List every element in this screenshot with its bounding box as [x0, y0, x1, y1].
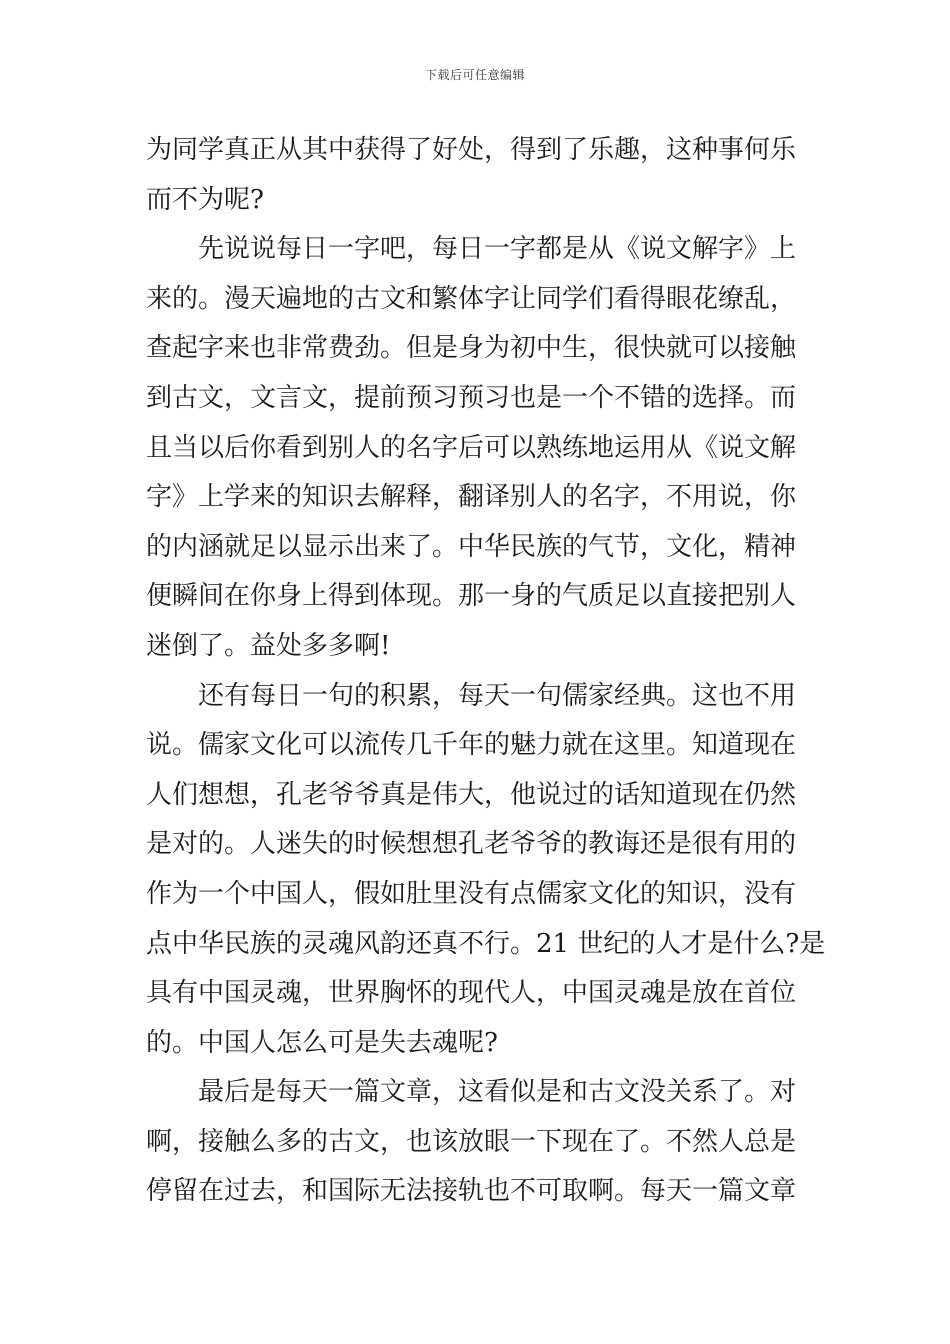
text-line: 人们想想，孔老爷爷真是伟大，他说过的话知道现在仍然	[146, 779, 797, 810]
text-line: 的内涵就足以显示出来了。中华民族的气节，文化，精神	[146, 531, 797, 562]
text-line: 到古文，文言文，提前预习预习也是一个不错的选择。而	[146, 382, 797, 413]
text-line: 迷倒了。益处多多啊!	[146, 630, 391, 661]
page-header: 下载后可任意编辑	[424, 68, 525, 82]
text-line: 的。中国人怎么可是失去魂呢?	[146, 1027, 498, 1058]
text-line: 啊，接触么多的古文，也该放眼一下现在了。不然人总是	[146, 1126, 797, 1157]
text-line: 且当以后你看到别人的名字后可以熟练地运用从《说文解	[146, 432, 797, 463]
text-line: 查起字来也非常费劲。但是身为初中生，很快就可以接触	[146, 333, 797, 364]
text-line: 字》上学来的知识去解释，翻译别人的名字，不用说，你	[146, 482, 797, 513]
text-line: 为同学真正从其中获得了好处，得到了乐趣，这种事何乐	[146, 135, 797, 165]
text-line: 最后是每天一篇文章，这看似是和古文没关系了。对	[146, 1077, 797, 1108]
text-line: 点中华民族的灵魂风韵还真不行。21 世纪的人才是什么?是	[146, 928, 826, 959]
text-line: 是对的。人迷失的时候想想孔老爷爷的教诲还是很有用的	[146, 829, 797, 860]
text-line: 便瞬间在你身上得到体现。那一身的气质足以直接把别人	[146, 581, 797, 612]
text-line: 说。儒家文化可以流传几千年的魅力就在这里。知道现在	[146, 730, 797, 761]
body-text	[146, 126, 826, 1217]
text-line: 还有每日一句的积累，每天一句儒家经典。这也不用	[146, 680, 797, 711]
text-line: 先说说每日一字吧，每日一字都是从《说文解字》上	[146, 234, 797, 265]
text-line: 而不为呢?	[146, 184, 264, 215]
text-line: 来的。漫天遍地的古文和繁体字让同学们看得眼花缭乱，	[146, 283, 797, 314]
text-line: 作为一个中国人，假如肚里没有点儒家文化的知识，没有	[146, 878, 797, 909]
text-line: 停留在过去，和国际无法接轨也不可取啊。每天一篇文章	[146, 1176, 797, 1207]
text-line: 具有中国灵魂，世界胸怀的现代人，中国灵魂是放在首位	[146, 978, 797, 1009]
